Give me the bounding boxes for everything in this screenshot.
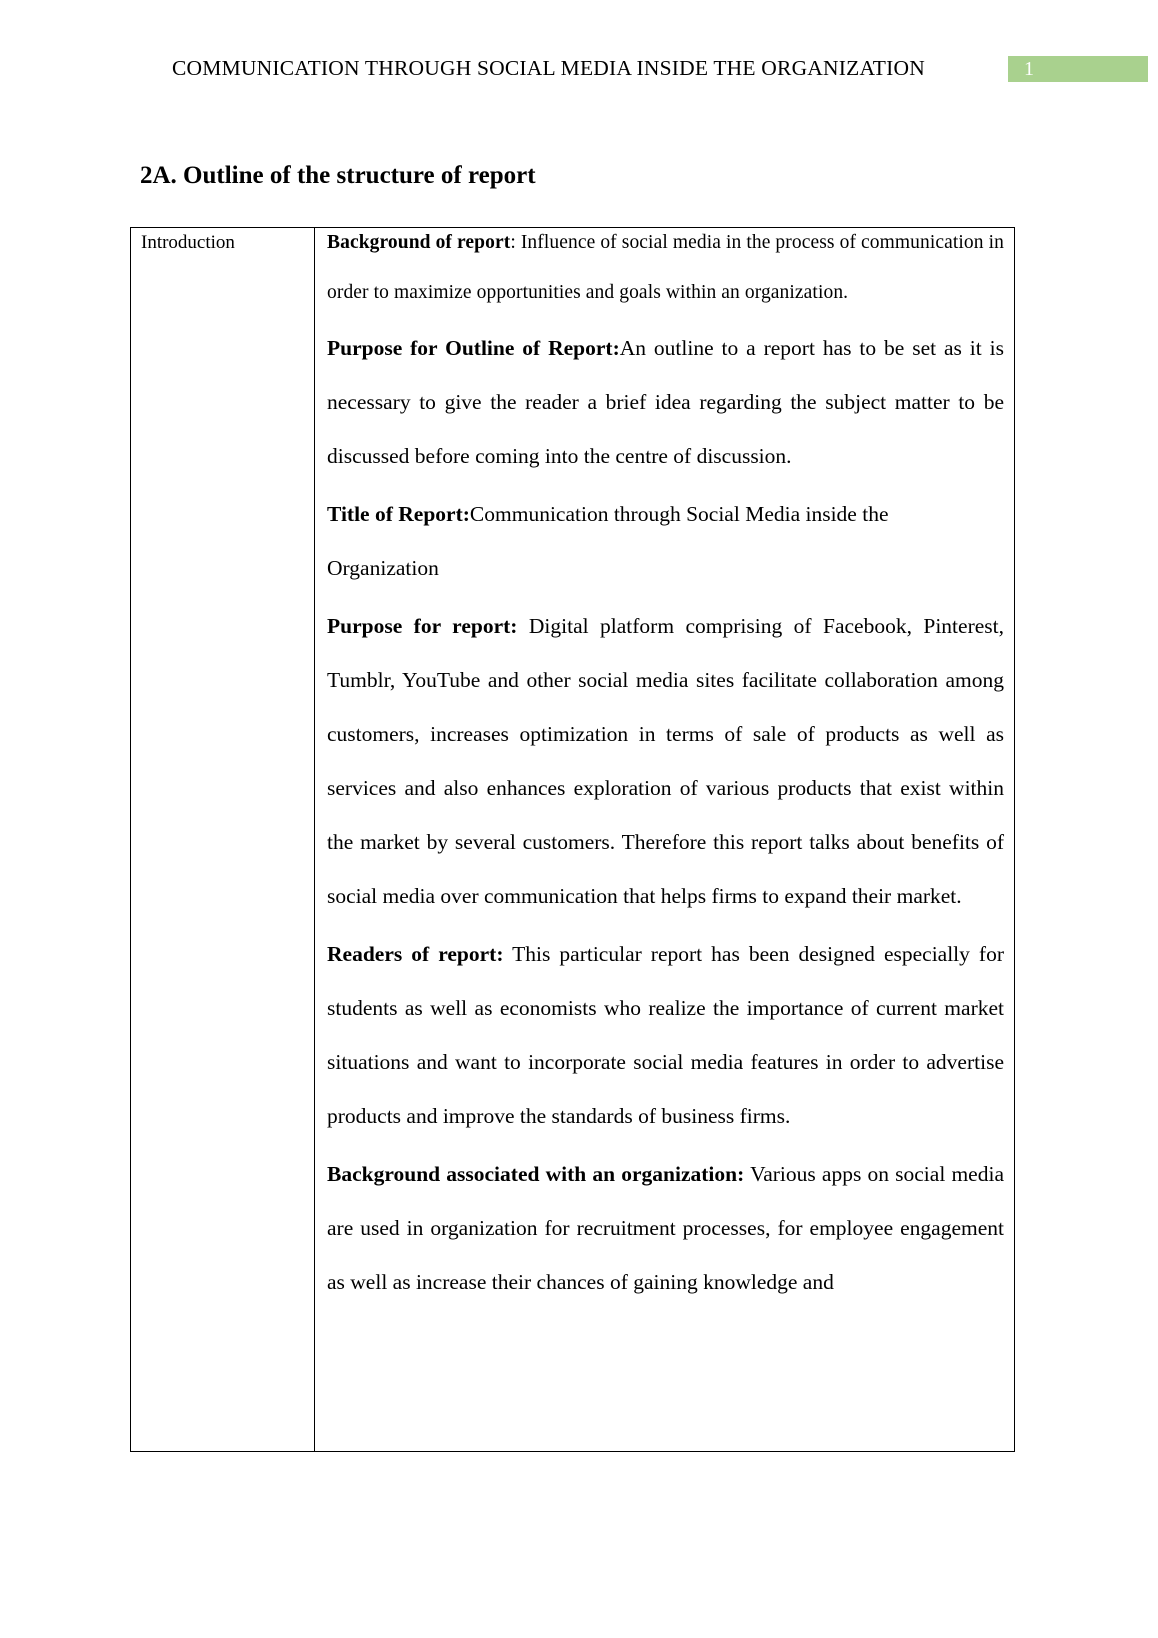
page-number: 1 [1008,56,1148,82]
paragraph-text: Communication through Social Media inside the Organization [327,502,889,580]
paragraph-text: Influence of social media in the process of communication in order to maximize opportunities and goals within an organization. [327,232,1004,303]
paragraph-organization-background [327,1147,1004,1309]
paragraph-background-of-report [327,218,1004,318]
paragraph-text: An outline to a report has to be set as it is necessary to give the reader a brief idea regarding the subject matter to be discussed before coming into the centre of discussion. [327,336,1004,468]
paragraph-label: Purpose for report: [327,614,518,638]
section-heading: 2A. Outline of the structure of report [140,162,536,189]
outline-table [130,227,1015,1452]
paragraph-text: Digital platform comprising of Facebook, Pinterest, Tumblr, YouTube and other social media sites facilitate collaboration among customers, increases optimization in terms of sale of products as well as services and also enhances exploration of various products that exist within the market by several customers. Therefore this report talks about benefits of social media over communication that helps firms to expand their market. [327,614,1004,908]
paragraph-separator: : [510,232,521,253]
paragraph-text: This particular report has been designed especially for students as well as economists who realize the importance of current market situations and want to incorporate social media features in order to advertise products and improve the standards of business firms. [327,942,1005,1128]
paragraph-label: Purpose for Outline of Report: [327,336,620,360]
paragraph-label: Readers of report: [327,942,504,966]
paragraph-readers-of-report [327,927,1004,1143]
paragraph-label: Background associated with an organization: [327,1162,745,1186]
paragraph-separator [503,942,512,966]
paragraph-purpose-for-outline [327,321,1004,483]
paragraph-separator [517,614,528,638]
paragraph-label: Title of Report: [327,502,470,526]
running-header-title: COMMUNICATION THROUGH SOCIAL MEDIA INSIDE THE ORGANIZATION [172,56,925,80]
paragraph-text: Various apps on social media are used in organization for recruitment processes, for employee engagement as well as increase their chances of gaining knowledge and [327,1162,1004,1294]
table-row-content [327,228,1004,1309]
paragraph-title-of-report [327,487,1004,595]
paragraph-purpose-for-report [327,599,1004,923]
paragraph-label: Background of report [327,232,511,253]
table-row-label: Introduction [131,228,315,1451]
